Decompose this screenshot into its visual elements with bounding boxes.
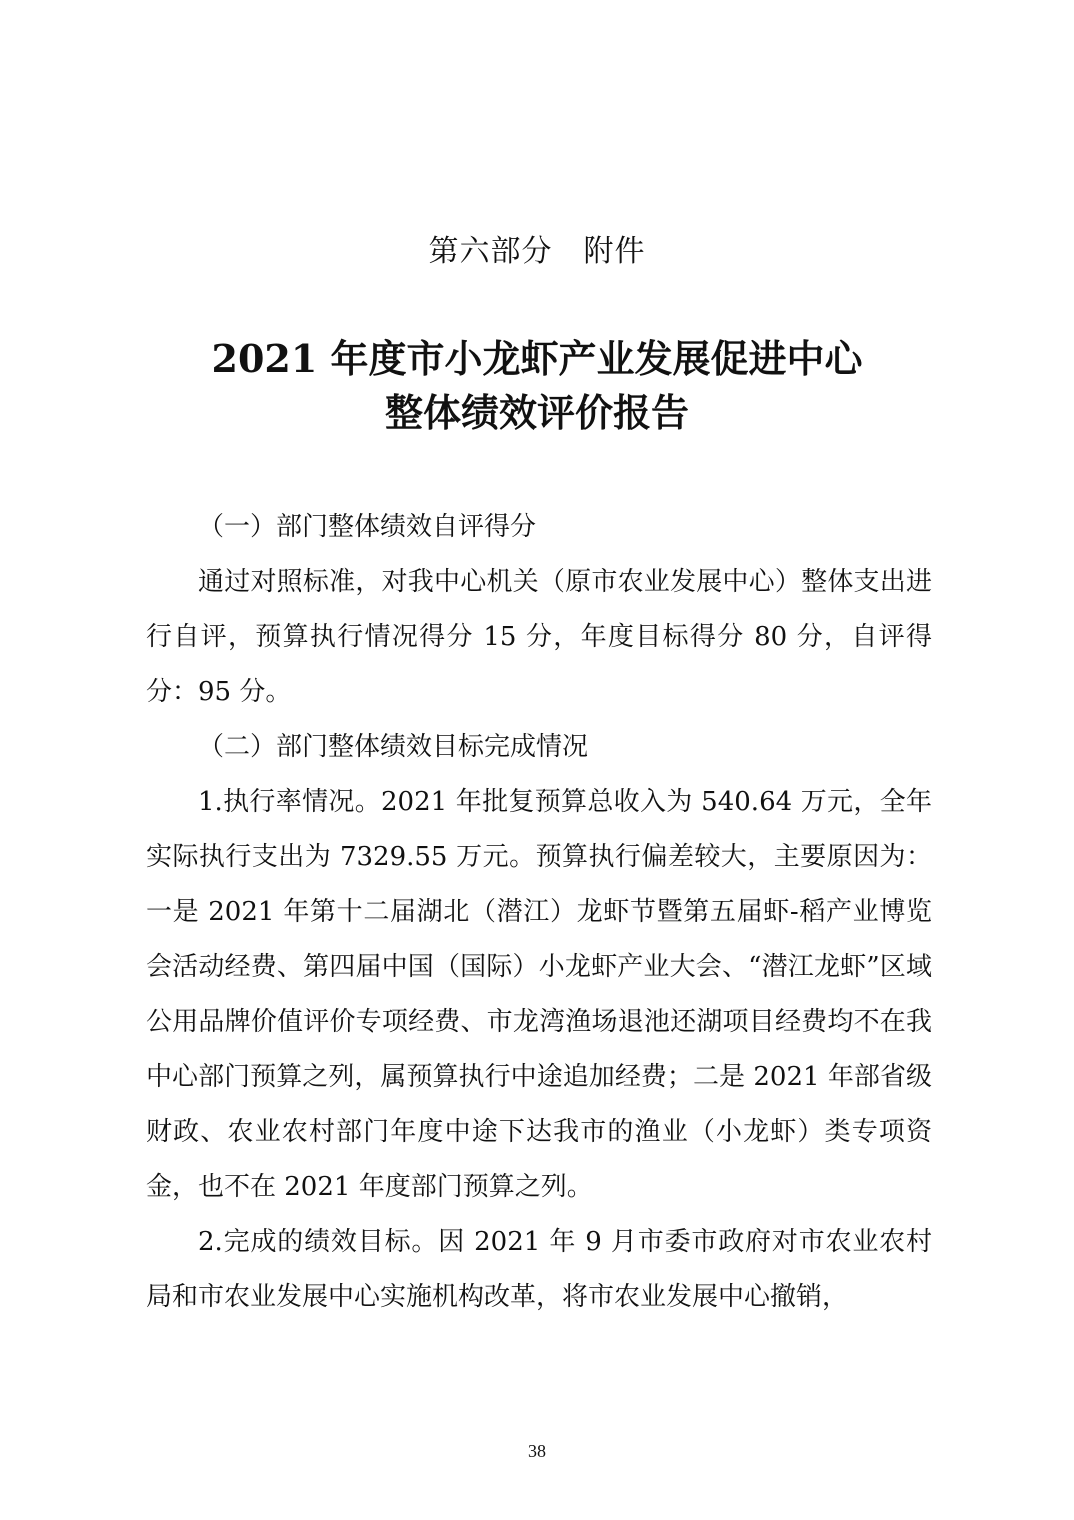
report-title	[0, 332, 1074, 440]
subheading-goal-completion: （二）部门整体绩效目标完成情况	[198, 732, 589, 762]
subheading-self-evaluation-score: （一）部门整体绩效自评得分	[198, 512, 537, 542]
paragraph-execution-rate: 1.执行率情况。2021 年批复预算总收入为 540.64 万元，全年实际执行支出为 7329.55 万元。预算执行偏差较大，主要原因为：一是 2021 年第十二届湖北（潜江）龙虾节暨第五届虾-稻产业博览会活动经费、第四届中国（国际）小龙虾产业大会、“潜江龙虾”区域公用品牌价值评价专项经费、市龙湾渔场退池还湖项目经费均不在我中心部门预算之列，属预算执行中途追加经费；二是 2021 年部省级财政、农业农村部门年度中途下达我市的渔业（小龙虾）类专项资金，也不在 2021 年度部门预算之列。	[146, 787, 932, 1202]
page-number: 38	[528, 1441, 546, 1461]
section-heading: 第六部分 附件	[428, 234, 646, 269]
paragraph-self-evaluation: 通过对照标准，对我中心机关（原市农业发展中心）整体支出进行自评，预算执行情况得分 15 分，年度目标得分 80 分，自评得分：95 分。	[146, 567, 932, 707]
report-title-line-2: 整体绩效评价报告	[384, 390, 689, 435]
report-body	[146, 500, 932, 1325]
report-title-line-1: 2021 年度市小龙虾产业发展促进中心	[211, 336, 863, 381]
paragraph-completed-goals: 2.完成的绩效目标。因 2021 年 9 月市委市政府对市农业农村局和市农业发展中心实施机构改革，将市农业发展中心撤销，	[146, 1227, 932, 1312]
